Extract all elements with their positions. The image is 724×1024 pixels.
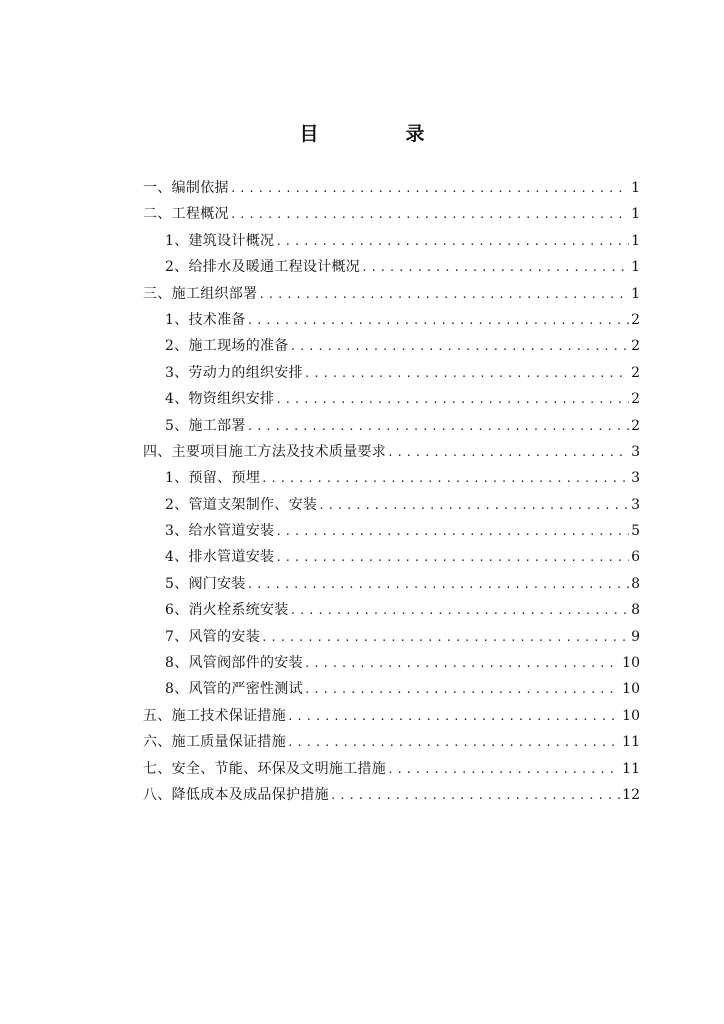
toc-entry-page: 3	[631, 443, 640, 460]
toc-entry-text: 6、消火栓系统安装	[165, 602, 289, 619]
toc-entry-text: 8、风管阀部件的安装	[165, 655, 303, 672]
toc-entry-text: 5、阀门安装	[165, 575, 246, 592]
toc-list	[143, 175, 640, 808]
toc-subentry[interactable]	[143, 597, 640, 623]
dot-leader	[275, 519, 629, 545]
toc-entry[interactable]	[143, 782, 640, 808]
toc-subentry[interactable]	[143, 650, 640, 676]
toc-entry-page: 8	[631, 602, 640, 619]
toc-entry-text: 六、施工质量保证措施	[143, 734, 286, 751]
toc-entry[interactable]	[143, 201, 640, 227]
toc-subentry[interactable]	[143, 360, 640, 386]
toc-subentry[interactable]	[143, 413, 640, 439]
toc-entry[interactable]	[143, 729, 640, 755]
dot-leader	[290, 598, 629, 624]
toc-entry-page: 1	[631, 206, 640, 223]
toc-entry-text: 2、给排水及暖通工程设计概况	[165, 259, 361, 276]
toc-entry-text: 3、劳动力的组织安排	[165, 364, 303, 381]
toc-entry-page: 6	[631, 549, 640, 566]
toc-entry-text: 七、安全、节能、环保及文明施工措施	[143, 760, 387, 777]
toc-subentry[interactable]	[143, 544, 640, 570]
toc-title: 目 录	[299, 123, 459, 145]
toc-entry-text: 二、工程概况	[143, 206, 229, 223]
toc-subentry[interactable]	[143, 307, 640, 333]
dot-leader	[330, 783, 620, 809]
dot-leader	[247, 308, 629, 334]
dot-leader	[304, 361, 629, 387]
toc-entry-page: 1	[631, 180, 640, 196]
toc-entry-text: 7、风管的安装	[165, 628, 261, 645]
dot-leader	[258, 282, 629, 308]
toc-entry-page: 2	[631, 417, 640, 434]
dot-leader	[275, 229, 629, 255]
toc-entry-page: 3	[631, 470, 640, 487]
dot-leader	[247, 414, 629, 440]
toc-entry-text: 1、建筑设计概况	[165, 232, 275, 249]
toc-entry-page: 3	[631, 496, 640, 513]
toc-entry-page: 5	[631, 523, 640, 540]
toc-entry-page: 1	[631, 232, 640, 249]
toc-entry-page: 2	[631, 338, 640, 355]
toc-entry[interactable]	[143, 439, 640, 465]
toc-entry-page: 12	[622, 786, 640, 803]
toc-entry-text: 五、施工技术保证措施	[143, 707, 286, 724]
dot-leader	[261, 466, 629, 492]
dot-leader	[275, 387, 629, 413]
dot-leader	[304, 677, 620, 703]
toc-entry-page: 1	[631, 285, 640, 302]
toc-entry-text: 一、编制依据	[143, 180, 229, 196]
dot-leader	[230, 202, 629, 228]
toc-entry-text: 4、物资组织安排	[165, 391, 275, 408]
toc-entry-text: 四、主要项目施工方法及技术质量要求	[143, 443, 387, 460]
toc-entry-page: 10	[622, 707, 640, 724]
toc-entry-text: 三、施工组织部署	[143, 285, 258, 302]
toc-entry-text: 8、风管的严密性测试	[165, 681, 303, 698]
toc-entry-text: 2、管道支架制作、安装	[165, 496, 318, 513]
dot-leader	[287, 730, 620, 756]
toc-entry-page: 2	[631, 364, 640, 381]
toc-entry-page: 10	[622, 681, 640, 698]
toc-entry-page: 8	[631, 575, 640, 592]
dot-leader	[361, 255, 629, 281]
toc-entry-text: 4、排水管道安装	[165, 549, 275, 566]
toc-entry-page: 9	[631, 628, 640, 645]
toc-entry-text: 5、施工部署	[165, 417, 246, 434]
dot-leader	[304, 651, 620, 677]
toc-entry[interactable]	[143, 281, 640, 307]
toc-entry-text: 2、施工现场的准备	[165, 338, 289, 355]
toc-subentry[interactable]	[143, 624, 640, 650]
dot-leader	[290, 334, 629, 360]
toc-subentry[interactable]	[143, 518, 640, 544]
toc-entry-page: 11	[622, 734, 640, 751]
toc-entry-text: 3、给水管道安装	[165, 523, 275, 540]
toc-entry[interactable]	[143, 756, 640, 782]
dot-leader	[387, 440, 629, 466]
toc-entry-page: 11	[622, 760, 640, 777]
toc-subentry[interactable]	[143, 254, 640, 280]
dot-leader	[287, 704, 620, 730]
toc-subentry[interactable]	[143, 492, 640, 518]
toc-entry-page: 10	[622, 655, 640, 672]
dot-leader	[387, 757, 620, 783]
toc-entry-text: 1、技术准备	[165, 311, 246, 328]
toc-entry-text: 1、预留、预埋	[165, 470, 261, 487]
dot-leader	[275, 545, 629, 571]
toc-subentry[interactable]	[143, 333, 640, 359]
dot-leader	[318, 493, 629, 519]
toc-subentry[interactable]	[143, 676, 640, 702]
dot-leader	[230, 176, 629, 202]
toc-entry[interactable]	[143, 175, 640, 201]
toc-entry[interactable]	[143, 703, 640, 729]
toc-subentry[interactable]	[143, 465, 640, 491]
toc-entry-text: 八、降低成本及成品保护措施	[143, 786, 329, 803]
toc-subentry[interactable]	[143, 571, 640, 597]
toc-entry-page: 2	[631, 311, 640, 328]
dot-leader	[261, 625, 629, 651]
toc-subentry[interactable]	[143, 228, 640, 254]
toc-entry-page: 2	[631, 391, 640, 408]
dot-leader	[247, 572, 629, 598]
toc-subentry[interactable]	[143, 386, 640, 412]
toc-entry-page: 1	[631, 259, 640, 276]
